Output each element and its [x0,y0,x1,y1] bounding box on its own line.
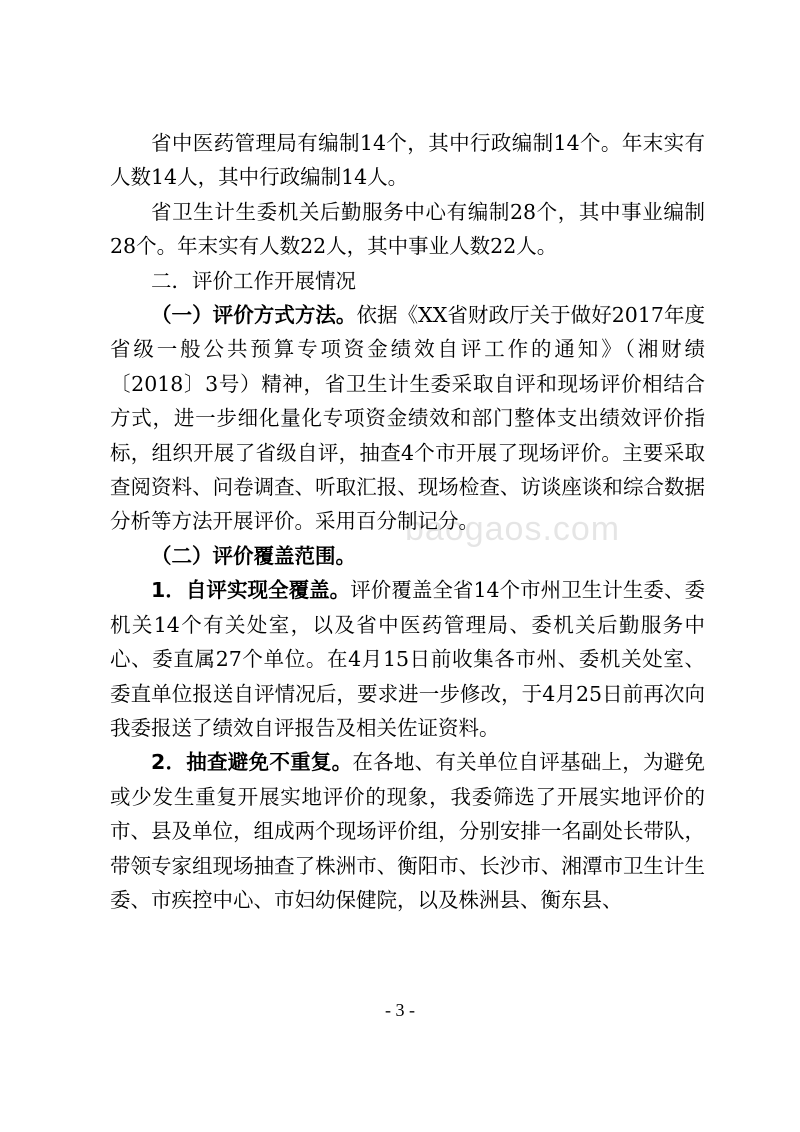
method-heading: （一）评价方式方法。 [151,303,357,328]
method-body: 依据《XX省财政厅关于做好2017年度省级一般公共预算专项资金绩效自评工作的通知》（湘财绩〔2018〕3号）精神，省卫生计生委采取自评和现场评价相结合方式，进一步细化量化专项资金绩效和部门整体支出绩效评价指标，组织开展了省级自评，抽查4个市开展了现场评价。主要采取查阅资料、问卷调查、听取汇报、现场检查、访谈座谈和综合数据分析等方法开展评价。采用百分制记分。 [110,303,706,534]
item1-body: 评价覆盖全省14个市州卫生计生委、委机关14个有关处室，以及省中医药管理局、委机关后勤服务中心、委直属27个单位。在4月15日前收集各市州、委机关处室、委直单位报送自评情况后，要求进一步修改，于4月25日前再次向我委报送了绩效自评报告及相关佐证资料。 [110,578,705,740]
page-number: - 3 - [385,1000,415,1020]
paragraph-self-evaluation [110,573,705,745]
item1-lead: 1．自评实现全覆盖。 [151,578,351,603]
paragraph-evaluation-method [110,298,705,539]
watermark: baogaos.com [405,510,621,548]
item2-lead: 2．抽查避免不重复。 [151,750,353,775]
section-heading: 二．评价工作开展情况 [151,268,356,293]
paragraph-staffing-tcm: 省中医药管理局有编制14个，其中行政编制14个。年末实有人数14人，其中行政编制14人。 [110,131,705,190]
paragraph-staffing-logistics: 省卫生计生委机关后勤服务中心有编制28个，其中事业编制28个。年末实有人数22人，其中事业人数22人。 [110,199,705,259]
item2-body: 在各地、有关单位自评基础上，为避免或少发生重复开展实地评价的现象，我委筛选了开展实地评价的市、县及单位，组成两个现场评价组，分别安排一名副处长带队，带领专家组现场抽查了株洲市、衡阳市、长沙市、湘潭市卫生计生委、市疾控中心、市妇幼保健院，以及株洲县、衡东县、 [110,750,706,912]
paragraph-spot-check [110,745,705,917]
coverage-heading-text: （二）评价覆盖范围。 [151,543,356,568]
